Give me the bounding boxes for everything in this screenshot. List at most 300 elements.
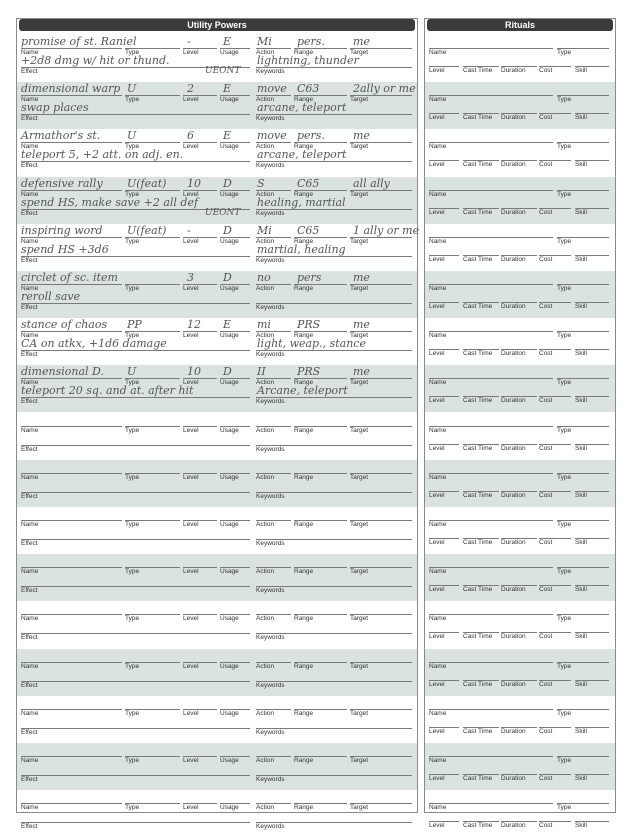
level-label: Level: [183, 332, 199, 340]
ritual-skill-label: Skill: [575, 539, 587, 546]
power-name[interactable]: Armathor's st.: [21, 129, 101, 143]
power-range[interactable]: PRS: [297, 318, 321, 332]
power-name[interactable]: defensive rally: [21, 176, 103, 190]
power-level[interactable]: 12: [187, 318, 201, 332]
ritual-cast-time-label: Cast Time: [463, 208, 493, 216]
keywords-label: Keywords: [256, 728, 285, 736]
ritual-block: [425, 129, 615, 176]
level-label: Level: [183, 757, 199, 764]
power-usage[interactable]: D: [223, 365, 232, 379]
usage-label: Usage: [220, 615, 239, 623]
ritual-name-label: Name: [429, 521, 447, 528]
power-action[interactable]: mi: [257, 318, 271, 332]
ritual-duration-label: Duration: [501, 727, 526, 735]
ritual-skill-label: Skill: [575, 161, 587, 169]
level-label: Level: [183, 379, 199, 387]
action-label: Action: [256, 190, 275, 198]
effect-label: Effect: [21, 398, 38, 406]
name-label: Name: [21, 615, 39, 623]
name-label: Name: [21, 143, 39, 151]
type-label: Type: [125, 96, 140, 104]
type-label: Type: [125, 426, 140, 434]
target-label: Target: [350, 49, 369, 56]
effect-line: [21, 445, 250, 446]
ritual-block: [425, 554, 615, 601]
level-label: Level: [183, 237, 199, 245]
ritual-cost-label: Cost: [539, 539, 553, 546]
ritual-type-label: Type: [557, 473, 572, 481]
power-block: [17, 507, 417, 554]
power-effect[interactable]: spend HS, make save +2 all def: [21, 195, 199, 209]
name-label: Name: [21, 285, 39, 292]
range-label: Range: [294, 804, 314, 812]
target-label: Target: [350, 190, 369, 198]
ritual-cost-label: Cost: [539, 680, 553, 688]
power-effect[interactable]: CA on atkx, +1d6 damage: [21, 337, 167, 351]
range-label: Range: [294, 568, 314, 576]
ritual-name-line: [429, 142, 553, 143]
ritual-name-label: Name: [429, 96, 447, 104]
power-type[interactable]: U: [127, 365, 137, 379]
ritual-name-label: Name: [429, 49, 447, 56]
ritual-cost-label: Cost: [539, 444, 553, 452]
ritual-type-label: Type: [557, 190, 572, 198]
ritual-cost-label: Cost: [539, 586, 553, 594]
type-label: Type: [125, 143, 140, 151]
power-usage[interactable]: D: [223, 271, 232, 284]
name-label: Name: [21, 804, 39, 812]
type-label: Type: [125, 709, 140, 717]
level-label: Level: [183, 49, 199, 56]
power-action[interactable]: no: [257, 271, 271, 284]
ritual-block: [425, 82, 615, 129]
power-keywords[interactable]: arcane, teleport: [257, 148, 347, 162]
power-level[interactable]: 10: [187, 365, 201, 379]
power-effect[interactable]: teleport 5, +2 att. on adj. en.: [21, 148, 184, 162]
power-range[interactable]: C65: [297, 223, 320, 237]
effect-label: Effect: [21, 776, 38, 783]
power-name[interactable]: promise of st. Raniel: [21, 35, 137, 48]
effect-label: Effect: [21, 634, 38, 642]
power-effect[interactable]: +2d8 dmg w/ hit or thund.: [21, 54, 170, 67]
ritual-cost-label: Cost: [539, 208, 553, 216]
ritual-type-label: Type: [557, 379, 572, 387]
action-label: Action: [256, 332, 275, 340]
ritual-type-label: Type: [557, 662, 572, 670]
effect-line: [21, 728, 250, 729]
keywords-label: Keywords: [256, 68, 285, 75]
effect-label: Effect: [21, 492, 38, 500]
power-block: [17, 35, 417, 82]
action-label: Action: [256, 96, 275, 104]
ritual-cast-time-label: Cast Time: [463, 303, 493, 310]
power-keywords[interactable]: healing, martial: [257, 195, 346, 209]
effect-line: [21, 256, 250, 257]
name-label: Name: [21, 379, 39, 387]
ritual-name-label: Name: [429, 426, 447, 434]
range-label: Range: [294, 709, 314, 717]
name-label: Name: [21, 49, 39, 56]
ritual-level-label: Level: [429, 491, 445, 499]
keywords-label: Keywords: [256, 823, 285, 831]
ritual-skill-label: Skill: [575, 303, 587, 310]
action-label: Action: [256, 568, 275, 576]
type-label: Type: [125, 662, 140, 670]
ritual-duration-label: Duration: [501, 444, 526, 452]
power-range[interactable]: C63: [297, 82, 320, 96]
usage-label: Usage: [220, 804, 239, 812]
keywords-label: Keywords: [256, 540, 285, 547]
ritual-name-line: [429, 48, 553, 49]
ritual-skill-label: Skill: [575, 208, 587, 216]
ritual-type-label: Type: [557, 285, 572, 292]
keywords-label: Keywords: [256, 587, 285, 595]
target-label: Target: [350, 143, 369, 151]
ritual-type-label: Type: [557, 49, 572, 56]
type-label: Type: [125, 190, 140, 198]
action-label: Action: [256, 379, 275, 387]
power-target[interactable]: all ally: [353, 176, 390, 190]
name-label: Name: [21, 709, 39, 717]
ritual-skill-label: Skill: [575, 727, 587, 735]
power-name[interactable]: circlet of sc. item: [21, 271, 118, 284]
power-effect[interactable]: teleport 20 sq. and at. after hit: [21, 384, 194, 398]
power-name[interactable]: stance of chaos: [21, 318, 108, 332]
usage-label: Usage: [220, 426, 239, 434]
power-level[interactable]: 6: [187, 129, 194, 143]
power-target[interactable]: me: [353, 271, 370, 284]
power-target[interactable]: me: [353, 129, 370, 143]
power-level[interactable]: 3: [187, 271, 194, 284]
ritual-block: [425, 601, 615, 648]
ritual-block: [425, 743, 615, 790]
action-label: Action: [256, 49, 275, 56]
range-label: Range: [294, 190, 314, 198]
power-type[interactable]: U(feat): [127, 223, 167, 237]
ritual-cost-label: Cost: [539, 775, 553, 782]
power-action[interactable]: II: [257, 365, 266, 379]
power-usage-note[interactable]: UEONT: [205, 66, 241, 76]
power-keywords[interactable]: light, weap., stance: [257, 337, 366, 351]
ritual-skill-label: Skill: [575, 397, 587, 405]
ritual-level-label: Level: [429, 680, 445, 688]
power-range[interactable]: C65: [297, 176, 320, 190]
ritual-cast-time-label: Cast Time: [463, 491, 493, 499]
power-block: [17, 271, 417, 318]
power-block: [17, 177, 417, 224]
power-name[interactable]: dimensional warp: [21, 82, 121, 96]
ritual-block: [425, 460, 615, 507]
power-usage[interactable]: E: [223, 35, 232, 48]
usage-label: Usage: [220, 96, 239, 104]
power-level[interactable]: -: [187, 35, 191, 48]
power-block: [17, 790, 417, 837]
ritual-name-label: Name: [429, 615, 447, 623]
ritual-name-line: [429, 237, 553, 238]
range-label: Range: [294, 662, 314, 670]
power-type[interactable]: U(feat): [127, 176, 167, 190]
target-label: Target: [350, 615, 369, 623]
ritual-block: [425, 35, 615, 82]
effect-line: [21, 539, 250, 540]
ritual-skill-label: Skill: [575, 444, 587, 452]
ritual-name-label: Name: [429, 757, 447, 764]
ritual-cost-label: Cost: [539, 255, 553, 263]
action-label: Action: [256, 709, 275, 717]
target-label: Target: [350, 709, 369, 717]
ritual-cost-label: Cost: [539, 491, 553, 499]
power-level[interactable]: 2: [187, 82, 194, 96]
ritual-cost-label: Cost: [539, 303, 553, 310]
power-target[interactable]: me: [353, 35, 370, 48]
type-label: Type: [125, 285, 140, 292]
type-label: Type: [125, 757, 140, 764]
ritual-name-line: [429, 520, 553, 521]
power-target[interactable]: 1 ally or me: [353, 223, 420, 237]
target-label: Target: [350, 804, 369, 812]
power-level[interactable]: 10: [187, 176, 201, 190]
ritual-duration-label: Duration: [501, 350, 526, 358]
ritual-cost-label: Cost: [539, 397, 553, 405]
ritual-cost-label: Cost: [539, 67, 553, 74]
ritual-name-line: [429, 473, 553, 474]
power-block: [17, 318, 417, 365]
ritual-skill-label: Skill: [575, 775, 587, 782]
power-name[interactable]: dimensional D.: [21, 365, 104, 379]
power-type[interactable]: U: [127, 82, 137, 96]
ritual-skill-label: Skill: [575, 114, 587, 122]
keywords-label: Keywords: [256, 115, 285, 123]
keywords-label: Keywords: [256, 492, 285, 500]
name-label: Name: [21, 473, 39, 481]
ritual-name-label: Name: [429, 568, 447, 576]
effect-label: Effect: [21, 209, 38, 217]
power-keywords[interactable]: martial, healing: [257, 242, 346, 256]
power-range[interactable]: pers.: [297, 35, 325, 48]
power-action[interactable]: move: [257, 82, 287, 96]
ritual-type-label: Type: [557, 426, 572, 434]
effect-label: Effect: [21, 256, 38, 264]
ritual-type-label: Type: [557, 615, 572, 623]
target-label: Target: [350, 96, 369, 104]
ritual-name-line: [429, 378, 553, 379]
ritual-name-label: Name: [429, 285, 447, 292]
keywords-label: Keywords: [256, 776, 285, 783]
power-keywords[interactable]: arcane, teleport: [257, 101, 347, 115]
power-block: [17, 365, 417, 412]
power-block: [17, 129, 417, 176]
range-label: Range: [294, 473, 314, 481]
ritual-name-label: Name: [429, 709, 447, 717]
power-type[interactable]: U: [127, 129, 137, 143]
name-label: Name: [21, 521, 39, 528]
power-usage[interactable]: D: [223, 176, 232, 190]
target-label: Target: [350, 473, 369, 481]
ritual-name-label: Name: [429, 237, 447, 245]
ritual-cast-time-label: Cast Time: [463, 539, 493, 546]
power-type[interactable]: PP: [127, 318, 142, 332]
power-range[interactable]: pers: [297, 271, 322, 284]
usage-label: Usage: [220, 709, 239, 717]
type-label: Type: [125, 379, 140, 387]
level-label: Level: [183, 285, 199, 292]
range-label: Range: [294, 96, 314, 104]
ritual-name-line: [429, 190, 553, 191]
ritual-name-label: Name: [429, 662, 447, 670]
power-block: [17, 743, 417, 790]
effect-label: Effect: [21, 445, 38, 453]
ritual-type-label: Type: [557, 143, 572, 151]
power-level[interactable]: -: [187, 223, 191, 237]
utility-powers-title: Utility Powers: [19, 19, 415, 31]
power-block: [17, 649, 417, 696]
level-label: Level: [183, 96, 199, 104]
power-range[interactable]: PRS: [297, 365, 321, 379]
name-label: Name: [21, 332, 39, 340]
level-label: Level: [183, 709, 199, 717]
power-name[interactable]: inspiring word: [21, 223, 103, 237]
ritual-duration-label: Duration: [501, 397, 526, 405]
power-block: [17, 223, 420, 271]
usage-label: Usage: [220, 190, 239, 198]
ritual-duration-label: Duration: [501, 255, 526, 263]
power-keywords[interactable]: Arcane, teleport: [257, 384, 348, 398]
power-block: [17, 601, 417, 648]
keywords-label: Keywords: [256, 351, 285, 359]
power-action[interactable]: S: [257, 176, 265, 190]
effect-line: [21, 586, 250, 587]
keywords-label: Keywords: [256, 162, 285, 170]
effect-label: Effect: [21, 823, 38, 831]
power-action[interactable]: move: [257, 129, 287, 143]
power-effect[interactable]: swap places: [21, 101, 89, 115]
ritual-name-line: [429, 331, 553, 332]
power-range[interactable]: pers.: [297, 129, 325, 143]
effect-line: [21, 681, 250, 682]
effect-label: Effect: [21, 681, 38, 689]
usage-label: Usage: [220, 757, 239, 764]
name-label: Name: [21, 426, 39, 434]
name-label: Name: [21, 237, 39, 245]
ritual-level-label: Level: [429, 67, 445, 74]
level-label: Level: [183, 190, 199, 198]
ritual-level-label: Level: [429, 775, 445, 782]
ritual-type-label: Type: [557, 757, 572, 764]
ritual-name-line: [429, 709, 553, 710]
ritual-cast-time-label: Cast Time: [463, 727, 493, 735]
ritual-skill-label: Skill: [575, 350, 587, 358]
name-label: Name: [21, 568, 39, 576]
effect-line: [21, 822, 250, 823]
power-usage[interactable]: E: [223, 318, 232, 332]
ritual-block: [425, 507, 615, 554]
power-target[interactable]: me: [353, 365, 370, 379]
ritual-block: [425, 224, 615, 271]
target-label: Target: [350, 426, 369, 434]
ritual-type-label: Type: [557, 332, 572, 340]
ritual-cast-time-label: Cast Time: [463, 255, 493, 263]
ritual-block: [425, 413, 615, 460]
ritual-name-line: [429, 284, 553, 285]
type-label: Type: [125, 615, 140, 623]
effect-label: Effect: [21, 587, 38, 595]
ritual-cast-time-label: Cast Time: [463, 350, 493, 358]
ritual-level-label: Level: [429, 586, 445, 594]
action-label: Action: [256, 521, 275, 528]
utility-powers-panel: [16, 18, 420, 831]
ritual-cast-time-label: Cast Time: [463, 161, 493, 169]
ritual-name-label: Name: [429, 473, 447, 481]
ritual-cast-time-label: Cast Time: [463, 586, 493, 594]
ritual-duration-label: Duration: [501, 680, 526, 688]
power-keywords[interactable]: lightning, thunder: [257, 54, 359, 67]
usage-label: Usage: [220, 237, 239, 245]
ritual-level-label: Level: [429, 539, 445, 546]
usage-label: Usage: [220, 332, 239, 340]
ritual-duration-label: Duration: [501, 822, 526, 830]
range-label: Range: [294, 615, 314, 623]
action-label: Action: [256, 426, 275, 434]
name-label: Name: [21, 190, 39, 198]
target-label: Target: [350, 662, 369, 670]
ritual-duration-label: Duration: [501, 586, 526, 594]
range-label: Range: [294, 143, 314, 151]
target-label: Target: [350, 568, 369, 576]
type-label: Type: [125, 237, 140, 245]
ritual-level-label: Level: [429, 303, 445, 310]
ritual-duration-label: Duration: [501, 114, 526, 122]
level-label: Level: [183, 143, 199, 151]
effect-line: [21, 397, 250, 398]
power-effect[interactable]: spend HS +3d6: [21, 242, 109, 256]
power-block: [17, 413, 417, 460]
ritual-cast-time-label: Cast Time: [463, 822, 493, 830]
effect-line: [21, 114, 250, 115]
ritual-level-label: Level: [429, 255, 445, 263]
ritual-cast-time-label: Cast Time: [463, 680, 493, 688]
action-label: Action: [256, 143, 275, 151]
ritual-level-label: Level: [429, 727, 445, 735]
ritual-name-line: [429, 95, 553, 96]
name-label: Name: [21, 96, 39, 104]
ritual-level-label: Level: [429, 633, 445, 641]
power-action[interactable]: Mi: [257, 223, 272, 237]
power-usage[interactable]: E: [223, 82, 232, 96]
target-label: Target: [350, 285, 369, 292]
power-usage-note[interactable]: UEONT: [205, 207, 241, 218]
action-label: Action: [256, 237, 275, 245]
range-label: Range: [294, 332, 314, 340]
power-effect[interactable]: reroll save: [21, 290, 81, 303]
ritual-skill-label: Skill: [575, 633, 587, 641]
ritual-cast-time-label: Cast Time: [463, 397, 493, 405]
target-label: Target: [350, 237, 369, 245]
rituals-panel: [424, 18, 616, 830]
ritual-skill-label: Skill: [575, 822, 587, 830]
name-label: Name: [21, 757, 39, 764]
power-usage[interactable]: E: [223, 129, 232, 143]
ritual-cost-label: Cost: [539, 161, 553, 169]
power-target[interactable]: 2ally or me: [353, 82, 416, 96]
range-label: Range: [294, 379, 314, 387]
range-label: Range: [294, 285, 314, 292]
ritual-name-label: Name: [429, 379, 447, 387]
range-label: Range: [294, 237, 314, 245]
power-target[interactable]: me: [353, 318, 370, 332]
power-action[interactable]: Mi: [257, 35, 272, 48]
effect-label: Effect: [21, 162, 38, 170]
power-usage[interactable]: D: [223, 223, 232, 237]
